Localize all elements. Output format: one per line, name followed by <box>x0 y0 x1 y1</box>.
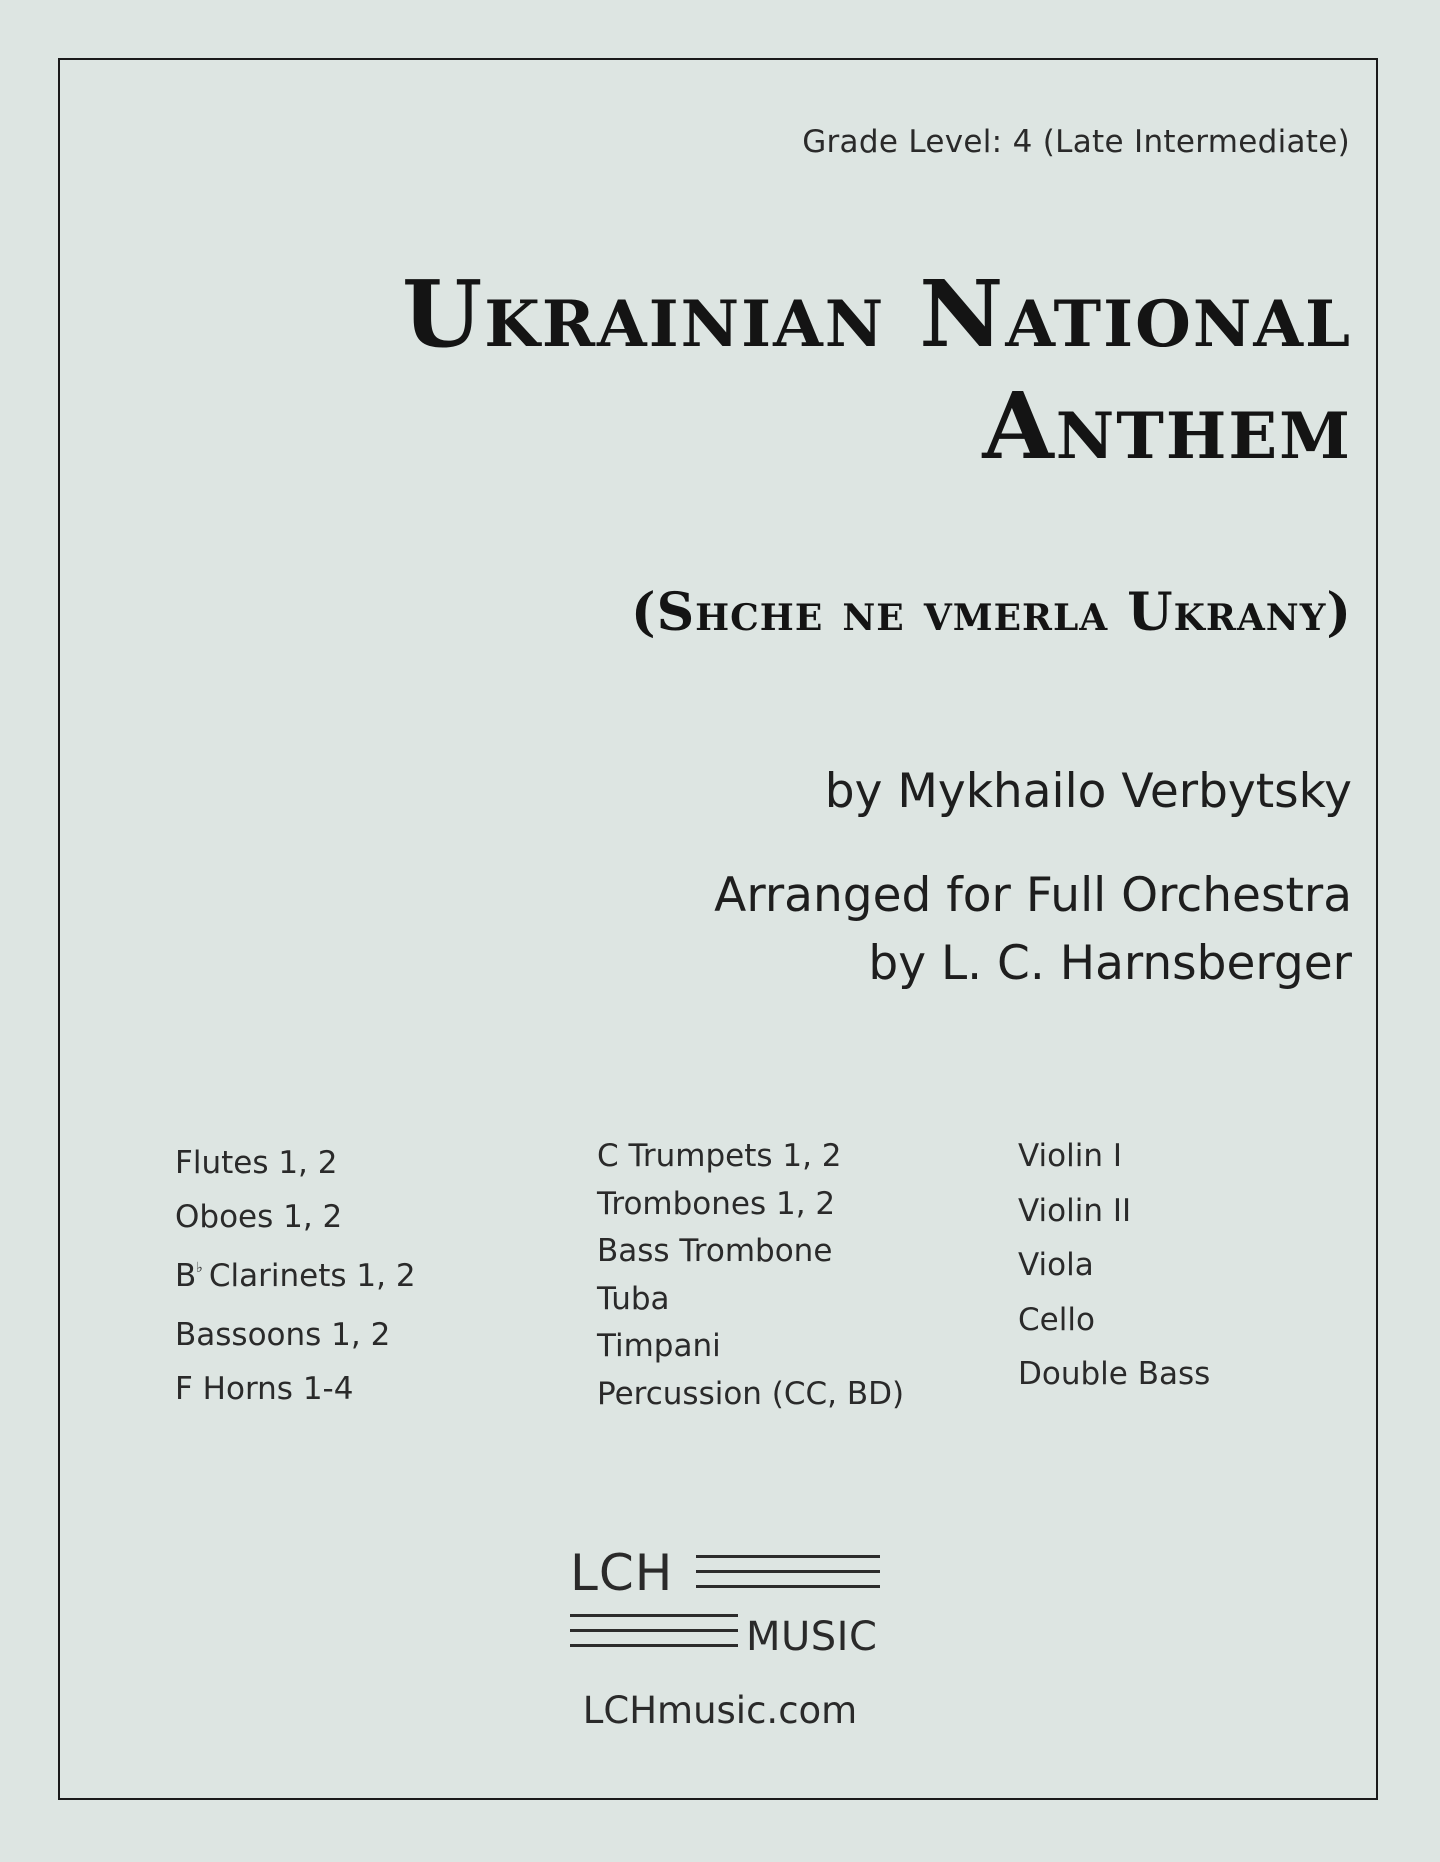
instrument-item: Trombones 1, 2 <box>597 1186 836 1222</box>
instrument-item: Double Bass <box>1018 1356 1211 1392</box>
logo-staff-line <box>696 1555 880 1558</box>
instrument-item: C Trumpets 1, 2 <box>597 1138 842 1174</box>
logo-staff-line <box>570 1644 738 1647</box>
page-title <box>92 258 1352 482</box>
instrument-item: Violin I <box>1018 1138 1122 1174</box>
instrument-item: Bass Trombone <box>597 1233 833 1269</box>
logo-staff-line <box>570 1614 738 1617</box>
instrument-item: Percussion (CC, BD) <box>597 1376 905 1412</box>
instrument-item: Timpani <box>597 1328 721 1364</box>
title-line-1: Ukrainian National <box>402 260 1352 368</box>
logo-wordmark: LCH <box>570 1544 674 1602</box>
instrument-item: F Horns 1-4 <box>175 1371 354 1407</box>
instrument-item: Cello <box>1018 1302 1095 1338</box>
logo-staff-line <box>696 1570 880 1573</box>
grade-level: Grade Level: 4 (Late Intermediate) <box>802 124 1350 160</box>
instrument-item: Tuba <box>597 1281 670 1317</box>
instrument-item: Bassoons 1, 2 <box>175 1317 391 1353</box>
instrument-item: Violin II <box>1018 1193 1132 1229</box>
website-url: LCHmusic.com <box>582 1689 858 1732</box>
lch-music-logo <box>566 1542 880 1662</box>
arrangement-line-2: by L. C. Harnsberger <box>868 936 1352 991</box>
clarinet-label: Clarinets 1, 2 <box>208 1258 416 1294</box>
logo-staff-line <box>570 1629 738 1632</box>
flat-symbol: ♭ <box>196 1260 203 1276</box>
subtitle: (Shche ne vmerla Ukrany) <box>630 582 1352 643</box>
arrangement-line-1: Arranged for Full Orchestra <box>714 868 1352 923</box>
logo-staff-line <box>696 1585 880 1588</box>
title-line-2: Anthem <box>982 372 1352 480</box>
arranger-credit <box>714 862 1352 998</box>
instrument-item: Viola <box>1018 1247 1094 1283</box>
clarinet-key-prefix: B <box>175 1258 197 1294</box>
instrument-item: Flutes 1, 2 <box>175 1145 338 1181</box>
instrument-item <box>175 1258 416 1294</box>
instrument-item: Oboes 1, 2 <box>175 1199 343 1235</box>
composer-credit: by Mykhailo Verbytsky <box>824 764 1352 819</box>
logo-subtext: MUSIC <box>746 1614 878 1660</box>
